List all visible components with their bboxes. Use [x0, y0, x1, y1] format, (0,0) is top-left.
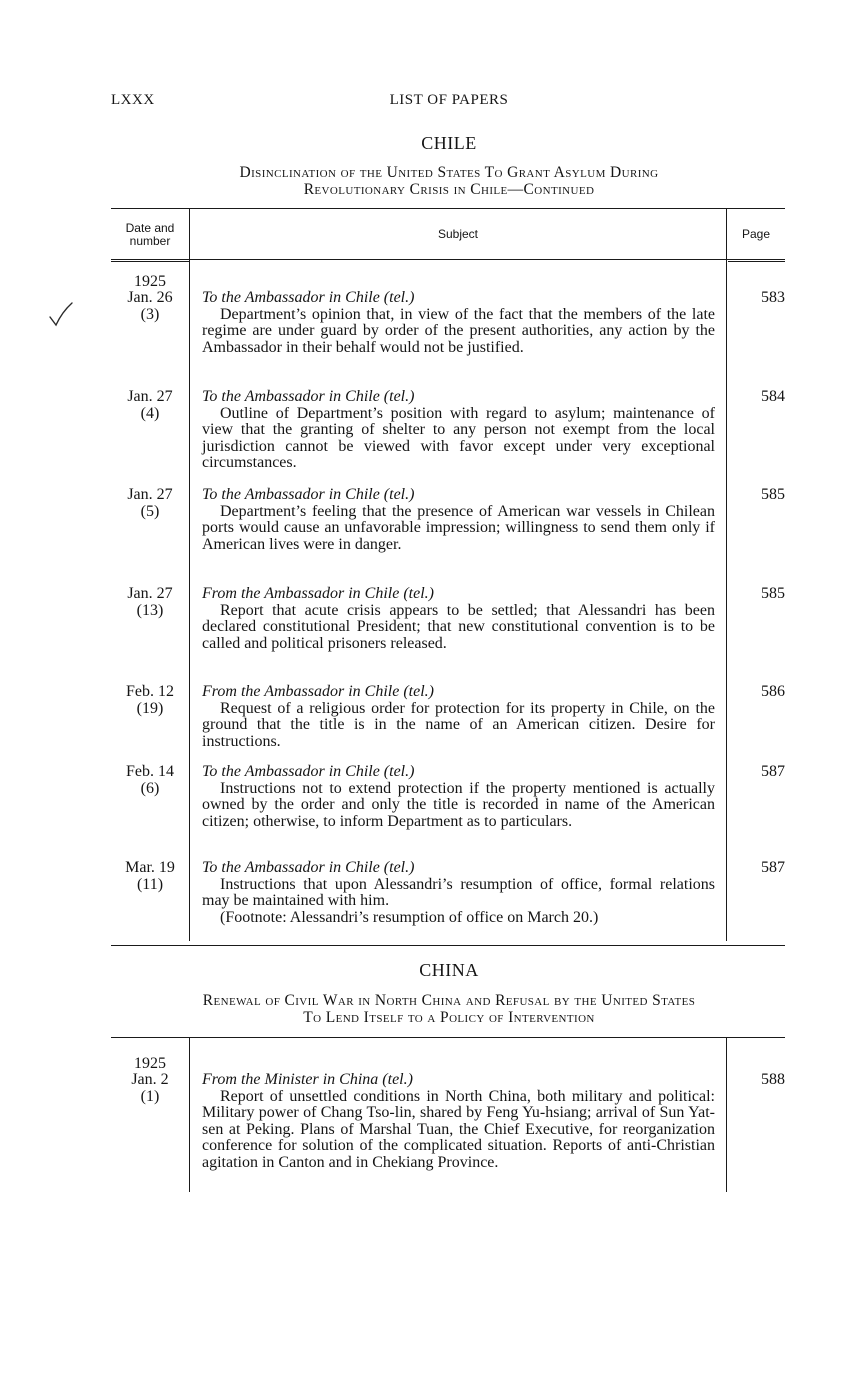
- entry-page: 586: [761, 683, 785, 700]
- entry-page: 585: [761, 585, 785, 602]
- entry-number: (19): [136, 699, 164, 717]
- entry-number: (3): [140, 305, 160, 323]
- entry-date: [111, 290, 189, 323]
- entry-number: (6): [140, 779, 160, 797]
- entry-subject: [202, 764, 715, 830]
- entry-page: 588: [761, 1071, 785, 1088]
- entry-title: To the Ambassador in Chile (tel.): [202, 859, 415, 876]
- table-top-rule: [111, 1037, 785, 1038]
- entry-title: From the Ambassador in Chile (tel.): [202, 585, 434, 602]
- entry-date-text: Jan. 27: [127, 388, 173, 405]
- entry-subject: [202, 860, 715, 926]
- table-top-rule: [111, 208, 785, 209]
- entry-title: To the Ambassador in Chile (tel.): [202, 388, 415, 405]
- section-title-china: CHINA: [419, 960, 479, 980]
- entry-footnote: (Footnote: Alessandri’s resumption of office on March 20.): [220, 908, 599, 926]
- column-divider: [726, 1037, 727, 1192]
- entry-title: To the Ambassador in Chile (tel.): [202, 486, 415, 503]
- entry-subject: [202, 1072, 715, 1171]
- entry-page: 584: [761, 388, 785, 405]
- entry-page: 587: [761, 859, 785, 876]
- entry-page: 585: [761, 486, 785, 503]
- entry-number: (1): [140, 1087, 160, 1105]
- entry-date-text: Jan. 2: [131, 1071, 169, 1088]
- entry-date: [111, 1072, 189, 1105]
- entry-date-text: Jan. 27: [127, 486, 173, 503]
- entry-title: To the Ambassador in Chile (tel.): [202, 763, 415, 780]
- entry-summary: Instructions not to extend protection if the property mentioned is actually owned by the order and only the title is recorded in name of the American citizen; otherwise, to inform Department as to particulars.: [202, 779, 715, 830]
- column-header-subject: Subject: [437, 227, 479, 241]
- entry-summary: Instructions that upon Alessandri’s resumption of office, formal relations may be maintained with him.: [202, 875, 715, 909]
- entry-date: [111, 586, 189, 619]
- entry-page: 583: [761, 289, 785, 306]
- entry-title: From the Minister in China (tel.): [202, 1071, 413, 1088]
- entry-subject: [202, 290, 715, 356]
- entry-date-text: Jan. 26: [127, 289, 173, 306]
- year-label: 1925: [134, 273, 166, 290]
- section-subheading-china: [111, 992, 787, 1026]
- subheading-line: To Lend Itself to a Policy of Intervention: [303, 1009, 595, 1026]
- column-header-date: Date and number: [125, 221, 175, 248]
- column-divider: [726, 208, 727, 941]
- section-subheading-chile: [111, 164, 787, 198]
- entry-date-text: Jan. 27: [127, 585, 173, 602]
- entry-summary: Report that acute crisis appears to be settled; that Alessandri has been declared constitutional President; that new constitutional convention is to be called and political prisoners released.: [202, 601, 715, 652]
- entry-number: (5): [140, 502, 160, 520]
- running-title: LIST OF PAPERS: [389, 92, 509, 108]
- column-divider: [189, 208, 190, 941]
- year-label: 1925: [134, 1055, 166, 1072]
- column-divider: [189, 1037, 190, 1192]
- entry-date: [111, 487, 189, 520]
- entry-summary: Request of a religious order for protection for its property in Chile, on the ground that the title is in the name of an American citizen. Desire for instructions.: [202, 699, 715, 750]
- running-head: [111, 92, 787, 112]
- entry-number: (13): [136, 601, 164, 619]
- subheading-line: Disinclination of the United States To Grant Asylum During: [239, 164, 659, 181]
- entry-date: [111, 764, 189, 797]
- checkmark-icon: [47, 300, 75, 330]
- page-number: LXXX: [111, 92, 155, 108]
- table-bottom-rule: [111, 945, 785, 946]
- entry-subject: [202, 586, 715, 652]
- entry-subject: [202, 684, 715, 750]
- entry-title: From the Ambassador in Chile (tel.): [202, 683, 434, 700]
- table-header-rule: [111, 259, 785, 260]
- entry-date: [111, 860, 189, 893]
- entry-number: (4): [140, 404, 160, 422]
- table-header-rule-double: [728, 261, 785, 262]
- table-header-rule-double: [111, 261, 189, 262]
- entry-date-text: Feb. 12: [126, 683, 174, 700]
- entry-date: [111, 684, 189, 717]
- column-header-page: Page: [741, 227, 771, 241]
- section-title-chile: CHILE: [421, 133, 477, 153]
- entry-page: 587: [761, 763, 785, 780]
- entry-date-text: Feb. 14: [126, 763, 174, 780]
- subheading-line: Revolutionary Crisis in Chile—Continued: [303, 181, 595, 198]
- entry-subject: [202, 487, 715, 553]
- entry-title: To the Ambassador in Chile (tel.): [202, 289, 415, 306]
- entry-summary: Department’s opinion that, in view of the fact that the members of the late regime are under guard by order of the present authorities, any action by the Ambassador in their behalf would not be justified.: [202, 305, 715, 356]
- entry-date-text: Mar. 19: [125, 859, 175, 876]
- subheading-line: Renewal of Civil War in North China and Refusal by the United States: [202, 992, 696, 1009]
- entry-subject: [202, 389, 715, 472]
- entry-summary: Outline of Department’s position with regard to asylum; maintenance of view that the granting of shelter to any person not exempt from the local jurisdiction cannot be viewed with favor except under very exceptional circumstances.: [202, 404, 715, 471]
- entry-number: (11): [136, 875, 164, 893]
- entry-date: [111, 389, 189, 422]
- entry-summary: Department’s feeling that the presence of American war vessels in Chilean ports would cause an unfavorable impression; willingness to send them only if American lives were in danger.: [202, 502, 715, 553]
- entry-summary: Report of unsettled conditions in North China, both military and political: Military power of Chang Tso-lin, shared by Feng Yu-hsiang; arrival of Sun Yat-sen at Peking. Plans of Marshal Tuan, the Chief Executive, for reorganization conference for solution of the complicated situation. Reports of anti-Christian agitation in Canton and in Chekiang Province.: [202, 1087, 715, 1171]
